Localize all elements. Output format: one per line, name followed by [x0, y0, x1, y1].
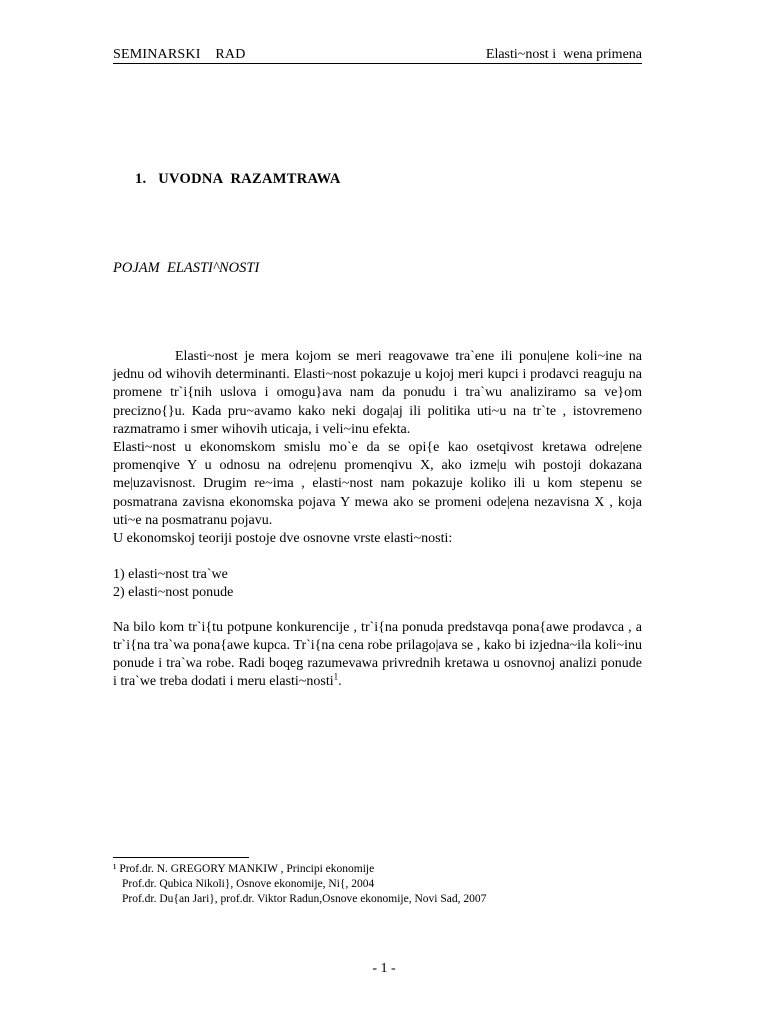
- footnote-line: ¹ Prof.dr. N. GREGORY MANKIW , Principi ekonomije: [113, 863, 375, 875]
- paragraph-types-intro: U ekonomskoj teoriji postoje dve osnovne vrste elasti~nosti:: [113, 531, 453, 547]
- page-number: - 1 -: [372, 961, 396, 976]
- footnote-line: Prof.dr. Qubica Nikoli}, Osnove ekonomije, Ni{, 2004: [122, 878, 375, 890]
- paragraph-intro: Elasti~nost je mera kojom se meri reagovawe tra`ene ili ponu|ene koli~ine na jednu od wihovih determinanti. Elasti~nost pokazuje u kojoj meri kupci i prodavci reaguju na promene tr`i{nih uslova i omogu}ava nam da ponudu i tra`wu analiziramo sa ve}om precizno{}u. Kada pru~avamo kako neki doga|aj ili politika uti~u na tr`te , istovremeno razmatramo i smer wihovih uticaja, i veli~inu efekta.: [113, 349, 642, 437]
- footnote-separator: [113, 857, 249, 858]
- list-item: 2) elasti~nost ponude: [113, 585, 234, 601]
- paragraph-market: [113, 619, 642, 692]
- chapter-title: 1. UVODNA RAZAMTRAWA: [135, 171, 341, 187]
- footnote-marker: 1: [333, 671, 339, 682]
- spacer: [113, 548, 642, 566]
- paragraph-market-period: .: [338, 674, 342, 690]
- footnotes: [113, 862, 642, 907]
- section-title: POJAM ELASTI^NOSTI: [113, 260, 260, 276]
- footnote-line: Prof.dr. Du{an Jari}, prof.dr. Viktor Radun,Osnove ekonomije, Novi Sad, 2007: [122, 893, 487, 905]
- body-text: [113, 348, 642, 691]
- list-item: 1) elasti~nost tra`we: [113, 567, 228, 583]
- page-header: [113, 47, 642, 64]
- header-left-text: SEMINARSKI RAD: [113, 47, 246, 62]
- paragraph-economic-sense: Elasti~nost u ekonomskom smislu mo`e da se opi{e kao osetqivost kretawa odre|ene promenqive Y u odnosu na odre|enu promenqivu X, ako izme|u wih postoji dokazana me|uzavisnost. Drugim re~ima , elasti~nost nam pokazuje koliko ili u kom stepenu se posmatrana zavisna ekonomska pojava Y mewa ako se promeni ode|ena nezavisna X , koja uti~e na posmatranu pojavu.: [113, 440, 642, 528]
- paragraph-market-text: Na bilo kom tr`i{tu potpune konkurencije , tr`i{na ponuda predstavqa pona{awe prodavca , a tr`i{na tra`wa pona{awe kupca. Tr`i{na cena robe prilago|ava se , kako bi izjedna~ila koli~inu ponude i tra`wa robe. Radi boqeg razumevawa privrednih kretawa u osnovnoj analizi ponude i tra`we treba dodati i meru elasti~nosti: [113, 619, 642, 690]
- header-right-text: Elasti~nost i wena primena: [485, 47, 642, 62]
- spacer: [113, 603, 642, 619]
